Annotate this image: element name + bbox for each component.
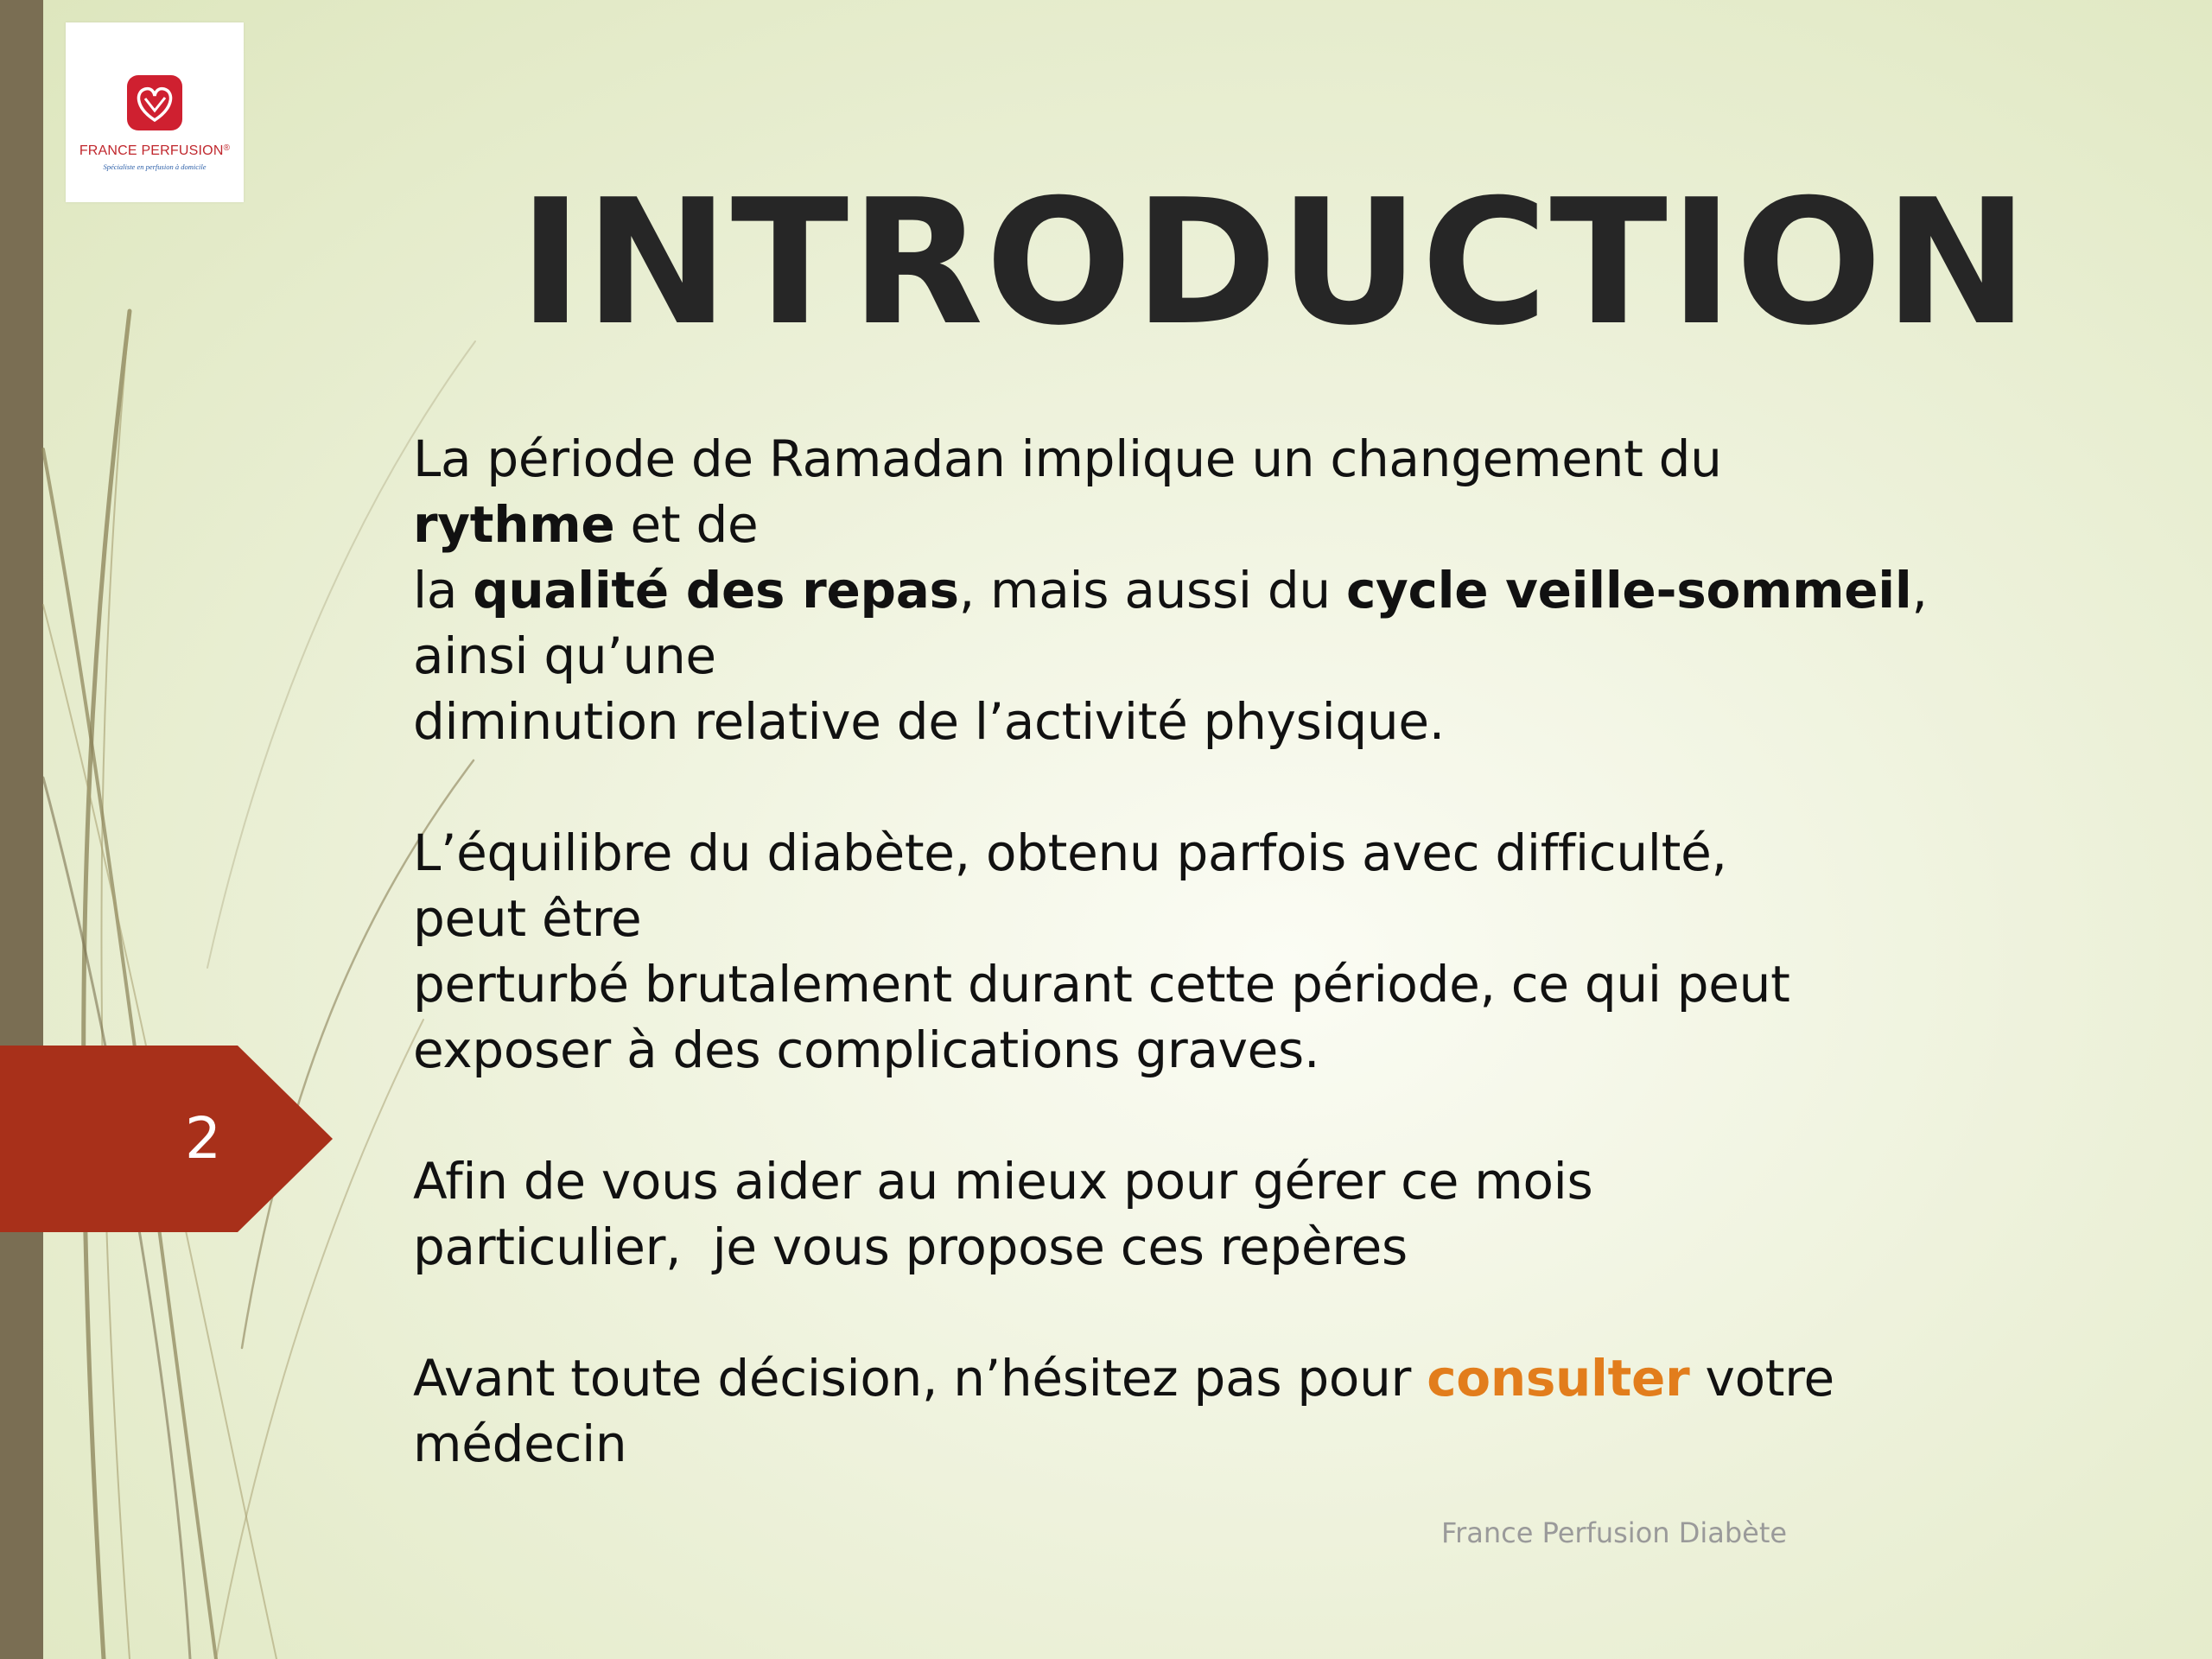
body-line: rythme et de [413, 495, 759, 554]
body-line: L’équilibre du diabète, obtenu parfois avec difficulté, [413, 823, 1727, 882]
body-line: Avant toute décision, n’hésitez pas pour consulter votre [413, 1349, 1834, 1408]
logo-tagline: Spécialiste en perfusion à domicile [103, 162, 207, 171]
body-line: la qualité des repas, mais aussi du cycle veille-sommeil, [413, 561, 1928, 620]
body-line: perturbé brutalement durant cette période, ce qui peut [413, 955, 1790, 1014]
france-perfusion-logo [66, 22, 244, 202]
body-line: médecin [413, 1414, 627, 1473]
body-line: peut être [413, 889, 642, 948]
emphasis-qualite-repas: qualité des repas [473, 561, 959, 620]
body-line: exposer à des complications graves. [413, 1020, 1320, 1079]
emphasis-cycle-veille-sommeil: cycle veille-sommeil [1345, 561, 1912, 620]
slide-footer: France Perfusion Diabète [1441, 1516, 1788, 1549]
emphasis-rythme: rythme [413, 495, 615, 554]
emphasis-consulter: consulter [1427, 1349, 1690, 1408]
body-line: La période de Ramadan implique un changement du [413, 429, 1722, 488]
slide-number: 2 [185, 1105, 221, 1172]
body-line: ainsi qu’une [413, 626, 716, 685]
slide-body [413, 426, 1968, 1477]
heart-logo-icon [124, 73, 185, 133]
logo-name: FRANCE PERFUSION® [79, 143, 231, 158]
body-line: Afin de vous aider au mieux pour gérer ce mois [413, 1152, 1593, 1211]
slide-title: INTRODUCTION [518, 162, 2031, 364]
body-line: particulier, je vous propose ces repères [413, 1217, 1408, 1276]
body-line: diminution relative de l’activité physique. [413, 692, 1445, 751]
